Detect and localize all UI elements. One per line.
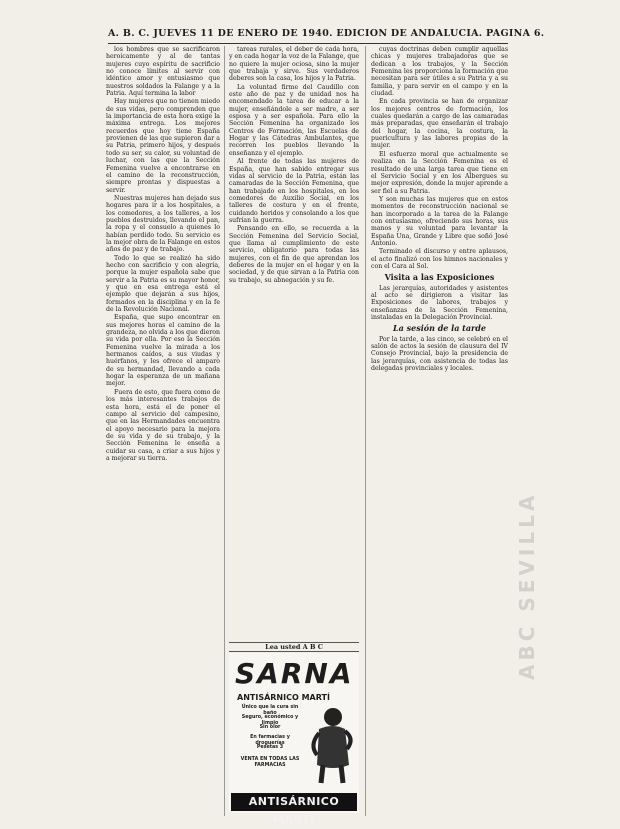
paragraph: Por la tarde, a las cinco, se celebró en el salón de actos la sesión de clausura del IV Consejo Provincial, bajo la presidencia de las jerarquías, con asistencia de todas las delegadas provinciales y locales. [371, 335, 508, 373]
sarna-advertisement [229, 653, 359, 826]
ad-line: Seguro, económico y limpio [241, 715, 299, 726]
column-2 [229, 46, 359, 644]
paragraph: Terminado el discurso y entre aplausos, el acto finalizó con los himnos nacionales y con el Cara al Sol. [371, 248, 508, 270]
ad-line: Pesetas 3 [256, 745, 284, 750]
paragraph: La voluntad firme del Caudillo con este año de paz y de unidad nos ha encomendado la tarea de educar a la mujer, enseñándole a ser madre, a ser esposa y a ser española. Para ello la Sección Femenina ha organizado los Centros de Formación, las Escuelas de Hogar y las Cátedras Ambulantes, que recorren los pueblos llevando la enseñanza y el ejemplo. [229, 83, 359, 157]
scratching-figure-illustration [305, 705, 355, 785]
column-1 [106, 46, 220, 816]
page-header: A. B. C. JUEVES 11 DE ENERO DE 1940. EDICION DE ANDALUCIA. PAGINA 6. [108, 28, 545, 39]
paragraph: Fuera de esto, que fuera como de los más interesantes trabajos de esta hora, está el de poner el campo al servicio del campesino, que en las Hermandades encuentra el apoyo necesario para la mejora de su vida y de su trabajo, y la Sección Femenina le enseña a cuidar su casa, a criar a sus hijos y a mejorar su tierra. [106, 388, 220, 462]
section-title-sesion-tarde: La sesión de la tarde [393, 323, 486, 334]
ad-line: En farmacias y droguerías [250, 735, 290, 746]
ad-footer: ANTISÁRNICO MARTÍ [231, 793, 357, 811]
paragraph: Nuestras mujeres han dejado sus hogares para ir a los hospitales, a los comedores, a los talleres, a los pueblos destruidos, llevando el pan, la ropa y el consuelo a quienes lo habían perdido todo. Su servicio es la mejor obra de la Falange en estos años de paz y de trabajo. [106, 194, 220, 254]
paragraph: España, que supo encontrar en sus mejores horas el camino de la grandeza, no olvida a los que dieron su vida por ella. Por eso la Sección Femenina vuelve la mirada a los hermanos caídos, a sus viudas y huérfanos, y les ofrece el amparo de su hermandad, llevando a cada hogar la esperanza de un mañana mejor. [106, 314, 220, 388]
paragraph: tareas rurales, el deber de cada hora, y en cada hogar la voz de la Falange, que no quiere la mujer ociosa, sino la mujer que trabaja y sirve. Sus verdaderos deberes son la casa, los hijos y la Patria. [229, 46, 359, 83]
column-divider [365, 46, 366, 816]
ad-line: VENTA EN TODAS LAS FARMACIAS [240, 757, 300, 768]
paragraph: Las jerarquías, autoridades y asistentes al acto se dirigieron a visitar las Exposiciones de labores, trabajos y enseñanzas de la Sección Femenina, instaladas en la Delegación Provincial. [371, 284, 508, 322]
ad-line: Sin olor [259, 725, 281, 730]
paragraph: En cada provincia se han de organizar los mejores centros de formación, los cuales quedarán a cargo de las camaradas más preparadas, que enseñarán el trabajo del hogar, la cocina, la costura, la puericultura y las labores propias de la mujer. [371, 98, 508, 150]
ad-label: Lea usted A B C [229, 642, 359, 652]
section-title-exposiciones: Visita a las Exposiciones [384, 272, 495, 283]
library-stamp-watermark: ABC SEVILLA [515, 491, 539, 680]
ad-subtitle: ANTISÁRNICO MARTÍ [237, 693, 330, 702]
header-rule [108, 43, 508, 44]
paragraph: cuyas doctrinas deben cumplir aquellas chicas y mujeres trabajadoras que se dedican a los trabajos, y la Sección Femenina les proporciona la formación que necesitan para ser útiles a su Patria y a su familia, y para servir en el campo y en la ciudad. [371, 46, 508, 98]
paragraph: Pensando en ello, se recuerda a la Sección Femenina del Servicio Social, que llama al cumplimiento de este servicio, obligatorio para todas las mujeres, con el fin de que aprendan los deberes de la mujer en el hogar y en la sociedad, y de que sirvan a la Patria con su trabajo, su abnegación y su fe. [229, 225, 359, 284]
paragraph: los hombres que se sacrificaron heroicamente y al de tantas mujeres cuyo espíritu de sacrificio no conoce límites al servir con idéntico amor y entusiasmo que nuestros soldados la Falange y a la Patria. Aquí termina la labor [106, 46, 220, 98]
column-3 [371, 46, 508, 816]
ad-title: SARNA [235, 657, 354, 690]
ad-line: Único que la cura sin baño [241, 705, 299, 716]
paragraph: El esfuerzo moral que actualmente se realiza en la Sección Femenina es el resultado de una larga tarea que tiene en el Servicio Social y en los Albergues su mejor expresión, donde la mujer aprende a ser fiel a su Patria. [371, 150, 508, 195]
paragraph: Y son muchas las mujeres que en estos momentos de reconstrucción nacional se han incorporado a la tarea de la Falange con entusiasmo, ofreciendo sus horas, sus manos y su voluntad para levantar la España Una, Grande y Libre que soñó José Antonio. [371, 195, 508, 247]
paragraph: Al frente de todas las mujeres de España, que han sabido entregar sus vidas al servicio de la Patria, están las camaradas de la Sección Femenina, que han trabajado en los hospitales, en los comedores de Auxilio Social, en los talleres de costura y en el frente, cuidando heridos y consolando a los que sufrían la guerra. [229, 158, 359, 224]
paragraph: Hay mujeres que no tienen miedo de sus vidas, pero comprenden que la importancia de esta hora exige la máxima entrega. Los mejores recuerdos que hoy tiene España provienen de las que supieron dar a su Patria, primero hijos, y después todo su ser, su calor, su voluntad de luchar, con las que la Sección Femenina vuelve a encontrarse en el camino de la reconstrucción, siempre prontas y dispuestas a servir. [106, 98, 220, 194]
column-divider [224, 46, 225, 816]
paragraph: Todo lo que se realizó ha sido hecho con sacrificio y con alegría, porque la mujer española sabe que servir a la Patria es su mayor honor, y que en esa entrega está el ejemplo que dejarán a sus hijos, formados en la disciplina y en la fe de la Revolución Nacional. [106, 254, 220, 314]
